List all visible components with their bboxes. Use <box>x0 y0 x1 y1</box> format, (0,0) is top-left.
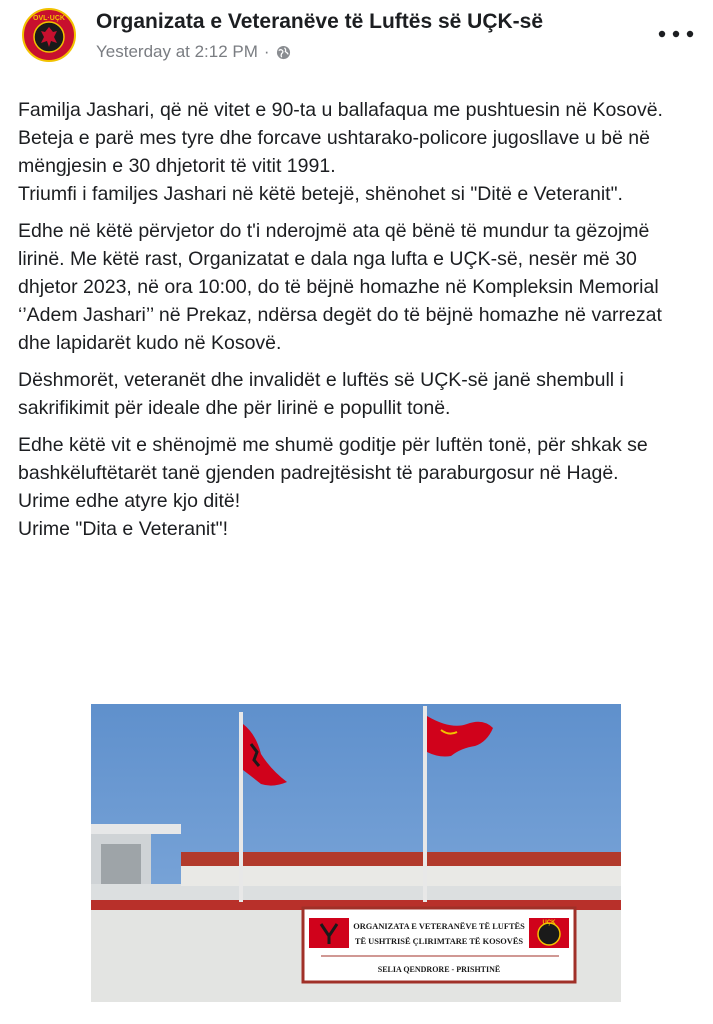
post-meta <box>96 42 291 62</box>
post-paragraph-4: Edhe këtë vit e shënojmë me shumë goditje për luftën tonë, për shkak se bashkëluftëtarët tanë gjenden padrejtësisht të paraburgosur në Hagë. Urime edhe atyre kjo ditë! Urime "Dita e Veteranit"! <box>18 434 648 540</box>
meta-separator: · <box>263 42 270 61</box>
sign-line-3: SELIA QENDRORE - PRISHTINË <box>377 965 501 974</box>
more-options-icon[interactable] <box>654 24 698 44</box>
post-timestamp[interactable]: Yesterday at 2:12 PM <box>96 42 258 61</box>
post-paragraph-2: Edhe në këtë përvjetor do t'i nderojmë ata që bënë të mundur ta gëzojmë lirinë. Me këtë rast, Organizatat e dala nga lufta e UÇK-së, nesër më 30 dhjetor 2023, në ora 10:00, do të bëjnë homazhe në Kompleksin Memorial ‘’Adem Jashari’’ në Prekaz, ndërsa degët do të bëjnë homazhe në varrezat dhe lapidarët kudo në Kosovë. <box>18 220 662 354</box>
post-paragraph-1: Familja Jashari, që në vitet e 90-ta u ballafaqua me pushtuesin në Kosovë. Beteja e parë mes tyre dhe forcave ushtarako-policore jugosllave u bë në mëngjesin e 30 dhjetorit të vitit 1991. Triumfi i familjes Jashari në këtë betejë, shënohet si "Ditë e Veteranit". <box>18 99 663 205</box>
building-flags-image <box>91 704 621 1002</box>
post-header <box>0 0 713 80</box>
globe-icon[interactable] <box>276 45 291 60</box>
post-photo[interactable] <box>91 704 621 1002</box>
page-name-link[interactable]: Organizata e Veteranëve të Luftës së UÇK-së <box>96 10 544 33</box>
svg-text:OVL·UÇK: OVL·UÇK <box>33 15 65 22</box>
post-body <box>18 96 698 552</box>
sign-line-1: ORGANIZATA E VETERANËVE TË LUFTËS <box>353 922 525 931</box>
ovl-uck-logo-icon <box>24 10 74 60</box>
svg-text:UÇK: UÇK <box>542 920 556 926</box>
post-paragraph-3: Dëshmorët, veteranët dhe invalidët e luftës së UÇK-së janë shembull i sakrifikimit për ideale dhe për lirinë e popullit tonë. <box>18 369 624 419</box>
page-avatar[interactable] <box>22 8 76 62</box>
sign-line-2: TË USHTRISË ÇLIRIMTARE TË KOSOVËS <box>354 937 524 946</box>
